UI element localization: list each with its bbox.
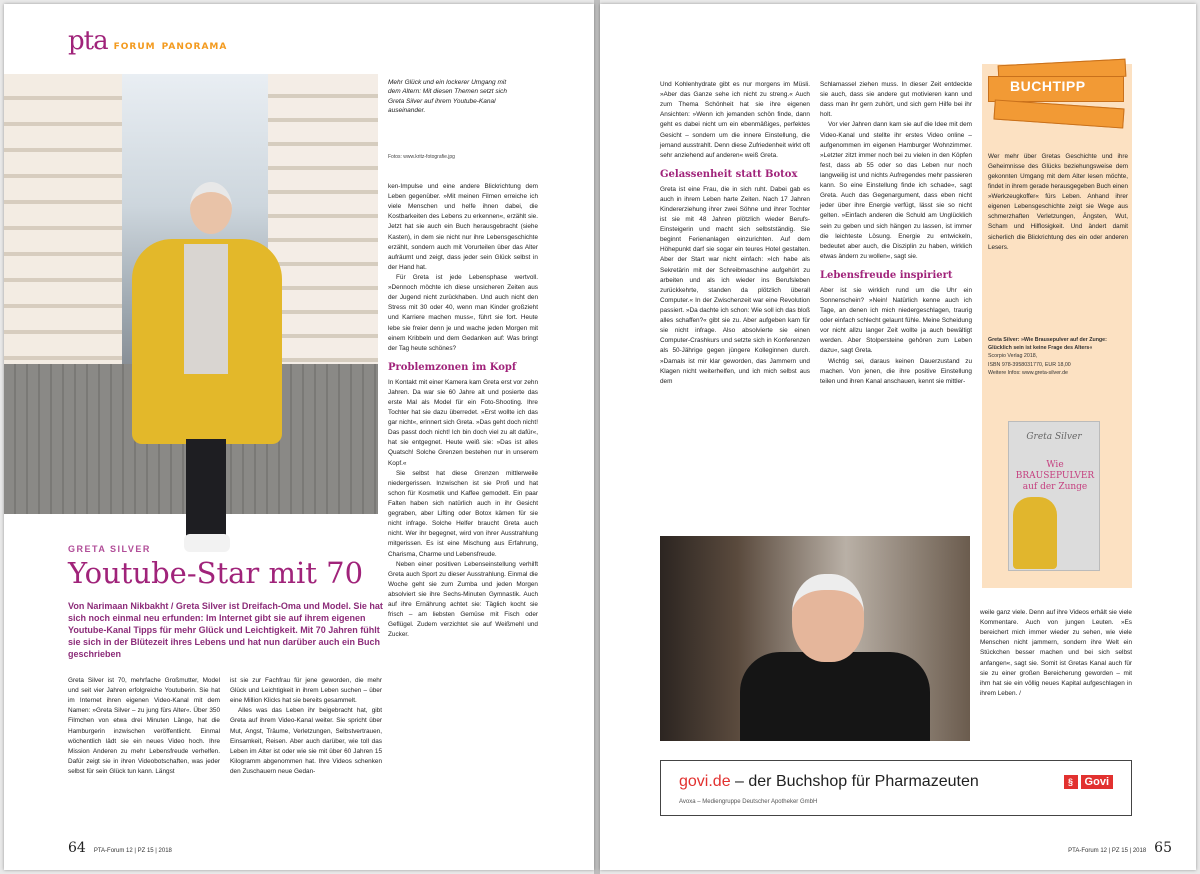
text-column-1 bbox=[68, 676, 220, 777]
forum-label: FORUM bbox=[113, 42, 156, 52]
paragraph: Schlamassel ziehen muss. In dieser Zeit entdeckte sie auch, dass sie andere gut motivieren kann und dass man ihr gern zuhört, und sich gern Hilfe bei ihr holt. bbox=[820, 81, 972, 119]
book-isbn: ISBN 978-3958031770, EUR 18,00 bbox=[988, 361, 1071, 368]
text-column-2 bbox=[820, 80, 972, 387]
book-reference: Greta Silver: »Wie Brausepulver auf der Zunge: Glücklich sein ist keine Frage des Alters« bbox=[988, 337, 1107, 352]
buchtipp-text: Wer mehr über Gretas Geschichte und ihre Geheimnisse des Glücks beziehungsweise dem gekonnten Umgang mit dem Alter lesen möchte, findet in ihrem gerade herausgegeben Buch einen »Werkzeugkoffer« fürs Leben. Anhand ihrer eigenen Lebensgeschichte zeigt sie Wege aus schmerzhaften Verletzungen, Ängsten, Wut, Scham und Hilflosigkeit. Und ändert damit sicherlich die Blickrichtung des ein oder anderen Lesers. bbox=[988, 153, 1128, 251]
paragraph: Vor vier Jahren dann kam sie auf die Idee mit dem Video-Kanal und stellte ihr erstes Video online – aufgenommen im eigenen Hamburger Wohnzimmer. »Letzter zitzt immer noch bei zu vielen in den Köpfen fest, dass ab 55 oder so das Leben nur noch langweilig ist und nichts Aufregendes mehr passieren kann. So eine Einstellung finde ich schade«, sagt Greta. Auch das Gegenargument, dass eben nicht jeder über ihre Energie verfügt, lässt sie so nicht gelten. »Einfach anderen die Schuld am Unglücklich sein zu geben und sich hängen zu lassen, ist immer die leichteste Lösung. Energie zu entwickeln, bedeutet aber auch, die Disziplin zu haben, wirklich etwas ändern zu wollen«, sagt sie. bbox=[820, 121, 972, 260]
paragraph: In Kontakt mit einer Kamera kam Greta erst vor zehn Jahren. Da war sie 60 Jahre alt und posierte das erste Mal als Model für ein Foto-Shooting. Ihre Tochter hat sie dazu überredet. »Erst wollte ich das gar nicht«, erinnert sich Greta. »Das geht doch nicht! Das passt doch nicht! Ich bin doch viel zu alt dafür«, hat sie entgegnet. Heute weiß sie: »Das ist alles Quatsch! Solche Grenzen bestehen nur in unserem Kopf.« bbox=[388, 378, 538, 467]
magazine-header bbox=[68, 26, 227, 56]
page-64 bbox=[4, 4, 594, 870]
paragraph: ken-Impulse und eine andere Blickrichtung dem Leben gegenüber. »Mit meinen Filmen erreiche ich viele Menschen und helfe ihnen dabei, die Kostbarkeiten des Lebens zu erkennen«, erzählt sie. Jetzt hat sie auch ein Buch herausgebracht (siehe Kasten), in dem sie nicht nur ihre Lebensgeschichte erzählt, sondern auch mit Vorurteilen über das Alter aufräumt und zeigt, dass jeder sein Glück selbst in der Hand hat. bbox=[388, 183, 538, 271]
text-column-2 bbox=[230, 676, 382, 777]
page-number: 64 bbox=[68, 840, 86, 856]
cover-title: Wie BRAUSEPULVER auf der Zunge bbox=[1015, 460, 1095, 492]
hero-photo bbox=[4, 74, 378, 514]
paragraph: ist sie zur Fachfrau für jene geworden, die mehr Glück und Leichtigkeit in ihrem Leben suchen – über eine Million Klicks hat sie bereits gesammelt. bbox=[230, 677, 382, 705]
section-label: PANORAMA bbox=[161, 42, 228, 52]
govi-advertisement[interactable] bbox=[660, 760, 1132, 816]
paragraph: weile ganz viele. Denn auf ihre Videos erhält sie viele Kommentare. Auch von jungen Leuten. »Es bereichert mich immer wieder zu sehen, wie viele Menschen nicht jammern, sondern ihre Welt ein Stückchen besser machen und bei sich selbst anfangen«, sagt sie. Somit ist Gretas Kanal auch für sie zu einer großen Bereicherung geworden – mit ihm hat sie ein völlig neues Kapital aufgeschlagen in ihrem Leben. / bbox=[980, 609, 1132, 697]
footer-issue: PTA-Forum 12 | PZ 15 | 2018 bbox=[1068, 848, 1147, 854]
photo-credit: Fotos: www.kritz-fotografie.jpg bbox=[388, 154, 455, 160]
paragraph: Wichtig sei, daraus keinen Dauerzustand zu machen. Von jenen, die ihre positive Einstellung teilen und ihren Kanal anschauen, kennt sie mittler- bbox=[820, 357, 972, 385]
paragraph: Sie selbst hat diese Grenzen mittlerweile niedergerissen. Inzwischen ist sie Profi und hat schon für Kosmetik und Kaffee gemodelt. Ein paar Falten haben sich natürlich auch in ihr Gesicht gegraben, aber Lifting oder Botox kämen für sie nicht infrage. Solche Helfer braucht Greta auch nicht. Wer ihr begegnet, wird von ihrer Ausstrahlung mitgerissen. Es ist eine Mischung aus Erfahrung, Charisma, Charme und Lebensfreude. bbox=[388, 469, 538, 558]
page-footer bbox=[68, 840, 172, 856]
book-website: Weitere Infos: www.greta-silver.de bbox=[988, 369, 1068, 376]
paragraph: Greta Silver ist 70, mehrfache Großmutter, Model und seit vier Jahren erfolgreiche Youtuberin. Sie hat im Internet ihren eigenen Video-Kanal mit dem Namen: »Greta Silver – zu jung fürs Alter«. Über 350 Filmchen von etwa drei Minuten Länge, hat die Hamburgerin inzwischen veröffentlicht. Einmal wöchentlich lädt sie ein neues Video hoch. Ihre Mission Anderen zu mehr Lebensfreude verhelfen. Dafür zeigt sie in ihren Videobotschaften, was jeder selbst für sein Glück tun kann. Längst bbox=[68, 677, 220, 775]
pta-logo: pta bbox=[68, 26, 108, 56]
govi-logo bbox=[1064, 775, 1113, 789]
subheading-gelassenheit: Gelassenheit statt Botox bbox=[660, 168, 798, 180]
buchtipp-meta bbox=[988, 336, 1128, 377]
cover-author: Greta Silver bbox=[1026, 432, 1082, 442]
book-cover-photo bbox=[1008, 421, 1100, 571]
paragraph: Für Greta ist jede Lebensphase wertvoll. »Dennoch möchte ich diese unsicheren Zeiten aus der Jugend nicht zurückhaben. Und auch nicht den Stress mit 30 oder 40, wenn man Kinder großzieht und Karriere machen muss«, führt sie fort. Heute lebe sie freier denn je und wache jeden Morgen mit einem Kribbeln und dem Gedanken auf: Was bringt der Tag heute schönes? bbox=[388, 273, 538, 352]
subheading-problemzonen: Problemzonen im Kopf bbox=[388, 361, 517, 373]
article-headline: Youtube-Star mit 70 bbox=[68, 556, 364, 590]
buchtipp-label: BUCHTIPP bbox=[1010, 78, 1086, 94]
govi-logo-text: Govi bbox=[1081, 775, 1113, 789]
paragraph: Neben einer positiven Lebenseinstellung verhilft Greta auch Sport zu dieser Ausstrahlung. Einmal die Woche geht sie zum Zumba und jeden Morgen absolviert sie ihre Sechs-Minuten Gymnastik. Auch auf ihre Ernährung achtet sie: Täglich kocht sie frisch – am liebsten Gemüse mit Fisch oder Geflügel. Zudem verzichtet sie auf Weißmehl und Zucker. bbox=[388, 560, 538, 639]
ad-tagline: – der Buchshop für Pharmazeuten bbox=[730, 773, 979, 790]
book-publisher: Scorpio Verlag 2018, bbox=[988, 353, 1038, 360]
ad-subline: Avoxa – Mediengruppe Deutscher Apotheker GmbH bbox=[679, 799, 818, 805]
text-column-3 bbox=[388, 182, 538, 641]
subheading-lebensfreude: Lebensfreude inspiriert bbox=[820, 269, 953, 281]
portrait-photo bbox=[660, 536, 970, 741]
books-icon bbox=[986, 58, 1136, 138]
paragraph: Alles was das Leben ihr beigebracht hat, gibt Greta auf ihrem Video-Kanal weiter. Sie spricht über Mut, Angst, Träume, Verletzungen, Selbstvertrauen, Einsamkeit, Reisen. Aber auch darüber, wie toll das Leben im Alter ist oder wie sie mit über 60 Jahren 15 Kilogramm abgenommen hat. Ihre Videos schenken den Zuschauern neue Gedan- bbox=[230, 707, 382, 775]
photo-caption: Mehr Glück und ein lockerer Umgang mit dem Altern: Mit diesen Themen setzt sich Greta Silver auf ihrem Youtube-Kanal auseinander. bbox=[388, 79, 507, 115]
ad-headline bbox=[679, 773, 979, 791]
page-number: 65 bbox=[1154, 840, 1172, 856]
article-kicker: GRETA SILVER bbox=[68, 544, 151, 554]
paragraph: Greta ist eine Frau, die in sich ruht. Dabei gab es auch in ihrem Leben harte Zeiten. Nach 17 Jahren Kindererziehung ihrer zwei Söhne und ihrer Tochter ist sie mit 48 Jahren plötzlich wieder Berufs-Einsteigerin und macht sich selbstständig. Sie beginnt Ferienanlagen einzurichten. Auf dem Höhepunkt darf sie sogar ein teures Hotel gestalten. Aber der Start war nicht einfach: »Ich habe als Sekretärin mit der Schreibmaschine aufgehört zu arbeiten und als ich wieder ins Berufsleben zurückkehrte, standen da plötzlich überall Computer.« In der Zwischenzeit war eine Revolution passiert. »Da dachte ich schon: Wie soll ich das bloß alles schaffen?« gibt sie zu. Aber aufgeben kam für sie nicht infrage. Also absolvierte sie einen Computer-Crashkurs und setzte sich in Konferenzen als 50-Jährige gegen jüngere Kolleginnen durch. »Damals ist mir klar geworden, das Jammern und Klagen nicht weiterhelfen, und ich mich selbst aus dem bbox=[660, 185, 810, 385]
paragraph: Und Kohlenhydrate gibt es nur morgens im Müsli. »Aber das Ganze sehe ich nicht zu streng.« Auch zum Thema Schönheit hat sie ihre eigenen Ansichten: »Wenn ich jemanden schön finde, dann geht es dabei nicht um ein ebenmäßiges, perfektes Gesicht – sondern um die innere Einstellung, die jemand ausstrahlt. Denn diese Zufriedenheit wirkt oft sehr anziehend auf anderen« weiß Greta. bbox=[660, 81, 810, 159]
paragraph: Aber ist sie wirklich rund um die Uhr ein Sonnenschein? »Nein! Natürlich kenne auch ich Tage, an denen ich mich niedergeschlagen, traurig oder einfach schlecht gelaunt fühle. Meine Scheidung vor nicht allzu langer Zeit wollte ja auch bewältigt werden. Aber Stolpersteine gehören zum Leben dazu«, sagt Greta. bbox=[820, 286, 972, 355]
text-column-1 bbox=[660, 80, 810, 387]
text-column-3 bbox=[980, 608, 1132, 699]
page-65 bbox=[600, 4, 1196, 870]
ad-brand: govi.de bbox=[679, 773, 731, 790]
govi-icon: § bbox=[1064, 775, 1078, 789]
footer-issue: PTA-Forum 12 | PZ 15 | 2018 bbox=[93, 848, 172, 854]
article-lead: Von Narimaan Nikbakht / Greta Silver ist Dreifach-Oma und Model. Sie hat sich noch einmal neu erfunden: Im Internet gibt sie auf ihrem eigenen Youtube-Kanal Tipps für mehr Glück und Leichtigkeit. Mit 70 Jahren fühlt sie sich in der Blütezeit ihres Lebens und hat nun darüber auch ein Buch geschrieben bbox=[68, 601, 383, 659]
page-footer bbox=[1068, 840, 1172, 856]
